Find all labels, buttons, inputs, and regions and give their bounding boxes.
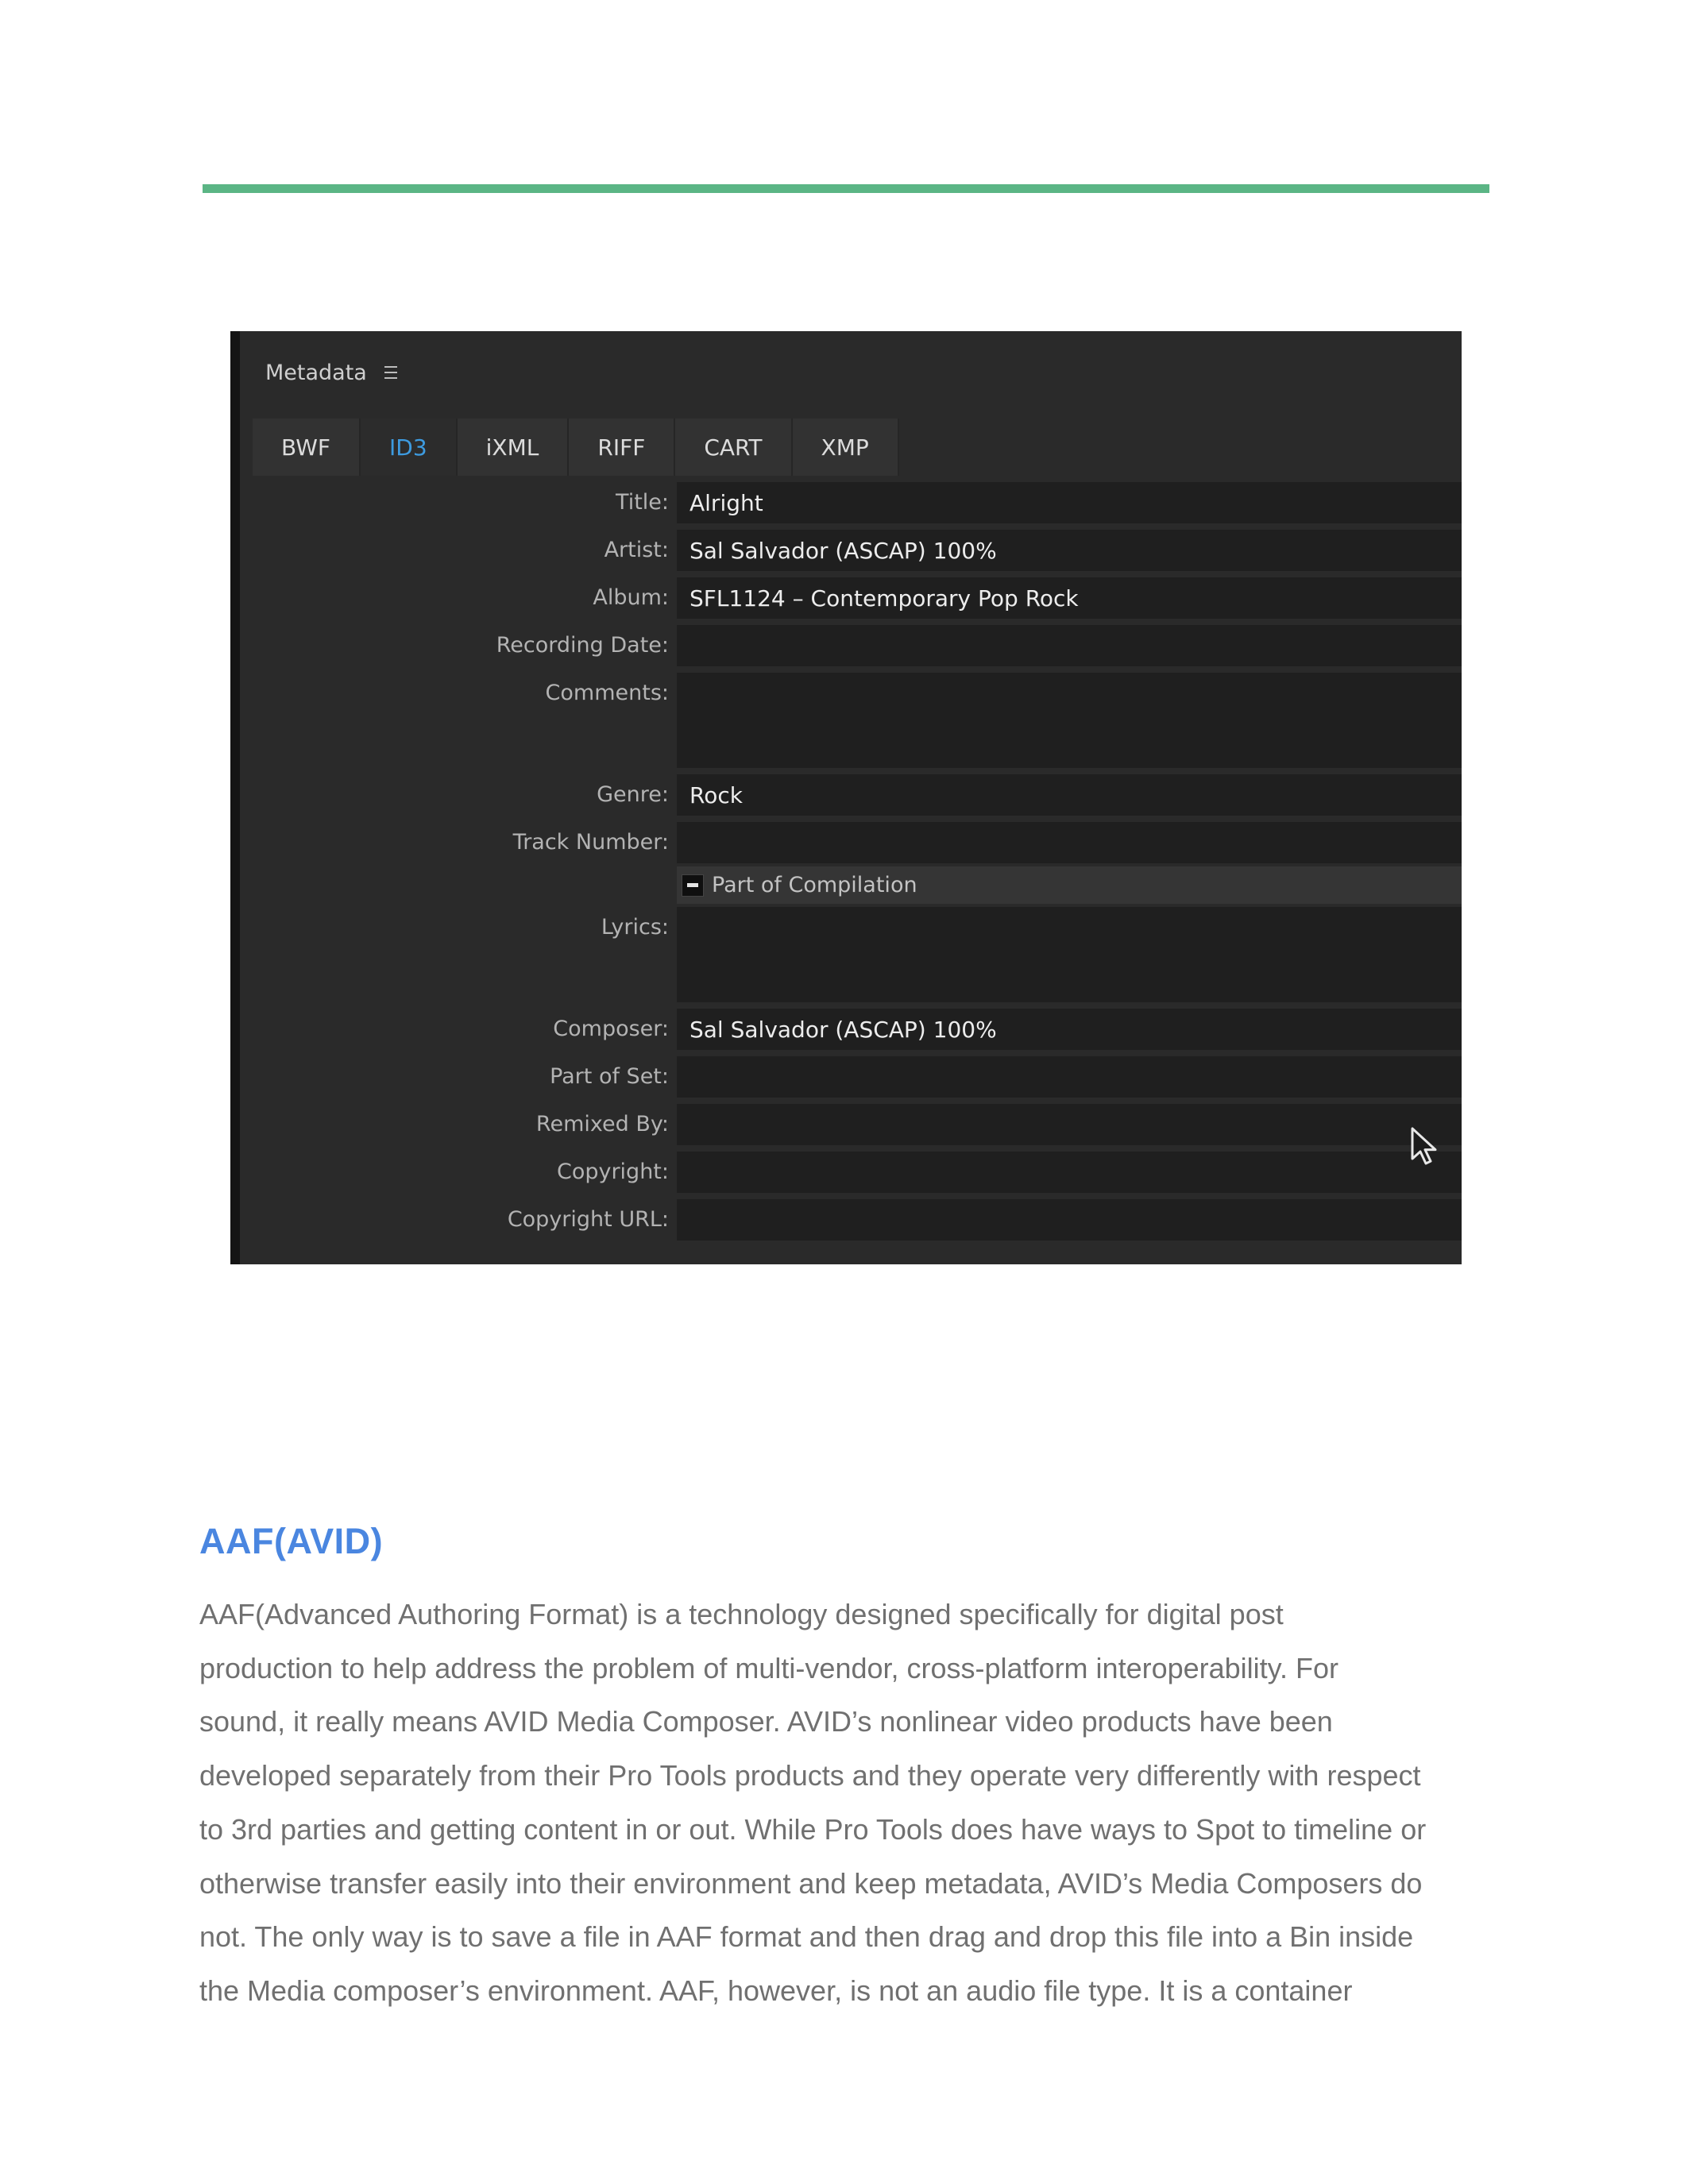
title-row (240, 479, 1462, 527)
album-field[interactable] (677, 577, 1462, 619)
id3-form (240, 479, 1462, 1244)
paragraph-line: sound, it really means AVID Media Composer. AVID’s nonlinear video products have been (199, 1705, 1333, 1738)
comments-label: Comments: (545, 681, 669, 705)
remixed-by-row (240, 1101, 1462, 1148)
paragraph-line: developed separately from their Pro Tools products and they operate very differently with respect (199, 1759, 1421, 1792)
paragraph-line: AAF(Advanced Authoring Format) is a technology designed specifically for digital post (199, 1598, 1284, 1630)
title-field[interactable] (677, 482, 1462, 523)
album-label: Album: (593, 585, 669, 610)
track-number-row (240, 819, 1462, 866)
compilation-strip (677, 866, 1462, 904)
part-of-set-label: Part of Set: (550, 1064, 669, 1089)
track-number-label: Track Number: (512, 830, 669, 855)
metadata-panel (230, 331, 1462, 1264)
genre-field[interactable] (677, 774, 1462, 816)
comments-row (240, 669, 1462, 771)
artist-row (240, 527, 1462, 574)
paragraph-line: production to help address the problem of multi-vendor, cross-platform interoperability. For (199, 1651, 1339, 1684)
panel-header (265, 355, 397, 390)
lyrics-field[interactable] (677, 907, 1462, 1002)
mixed-state-dash-icon (687, 883, 698, 887)
paragraph-line: otherwise transfer easily into their environment and keep metadata, AVID’s Media Composers do (199, 1866, 1423, 1900)
composer-row (240, 1005, 1462, 1053)
recording-date-row (240, 622, 1462, 669)
tab-bwf[interactable]: BWF (253, 419, 361, 476)
tab-riff[interactable]: RIFF (569, 419, 675, 476)
tab-cart[interactable]: CART (675, 419, 792, 476)
lyrics-label: Lyrics: (601, 915, 669, 940)
composer-label: Composer: (553, 1017, 669, 1041)
paragraph-line: to 3rd parties and getting content in or out. While Pro Tools does have ways to Spot to timeline or (199, 1812, 1427, 1846)
copyright-label: Copyright: (556, 1160, 669, 1184)
artist-field[interactable] (677, 530, 1462, 571)
part-of-compilation-label: Part of Compilation (712, 873, 917, 897)
mouse-pointer-icon (1409, 1127, 1441, 1168)
recording-date-label: Recording Date: (496, 633, 669, 658)
compilation-row (240, 866, 1462, 904)
paragraph-line: the Media composer’s environment. AAF, however, is not an audio file type. It is a container (199, 1974, 1353, 2007)
comments-field[interactable] (677, 673, 1462, 768)
copyright-field[interactable] (677, 1152, 1462, 1193)
genre-row (240, 771, 1462, 819)
tab-ixml[interactable]: iXML (458, 419, 570, 476)
body-paragraph (199, 1588, 1494, 2018)
album-row (240, 574, 1462, 622)
paragraph-line: not. The only way is to save a file in AAF format and then drag and drop this file into a Bin inside (199, 1920, 1414, 1954)
recording-date-field[interactable] (677, 625, 1462, 666)
top-divider-rule (203, 184, 1489, 193)
copyright-row (240, 1148, 1462, 1196)
panel-title: Metadata (265, 360, 367, 385)
copyright-url-field[interactable] (677, 1199, 1462, 1241)
tab-xmp[interactable]: XMP (793, 419, 899, 476)
genre-label: Genre: (597, 782, 669, 807)
title-label: Title: (616, 490, 669, 515)
copyright-url-row (240, 1196, 1462, 1244)
metadata-tabs (253, 419, 899, 476)
copyright-url-label: Copyright URL: (507, 1207, 669, 1232)
part-of-set-field[interactable] (677, 1056, 1462, 1098)
panel-left-edge (230, 331, 240, 1264)
remixed-by-label: Remixed By: (535, 1112, 669, 1136)
track-number-field[interactable] (677, 822, 1462, 863)
artist-label: Artist: (604, 538, 669, 562)
remixed-by-field[interactable] (677, 1104, 1462, 1145)
composer-field[interactable] (677, 1009, 1462, 1050)
hamburger-menu-icon[interactable] (384, 366, 397, 379)
lyrics-row (240, 904, 1462, 1005)
part-of-set-row (240, 1053, 1462, 1101)
tab-id3[interactable]: ID3 (361, 419, 458, 476)
part-of-compilation-checkbox[interactable] (682, 874, 704, 897)
section-heading: AAF(AVID) (199, 1521, 384, 1561)
